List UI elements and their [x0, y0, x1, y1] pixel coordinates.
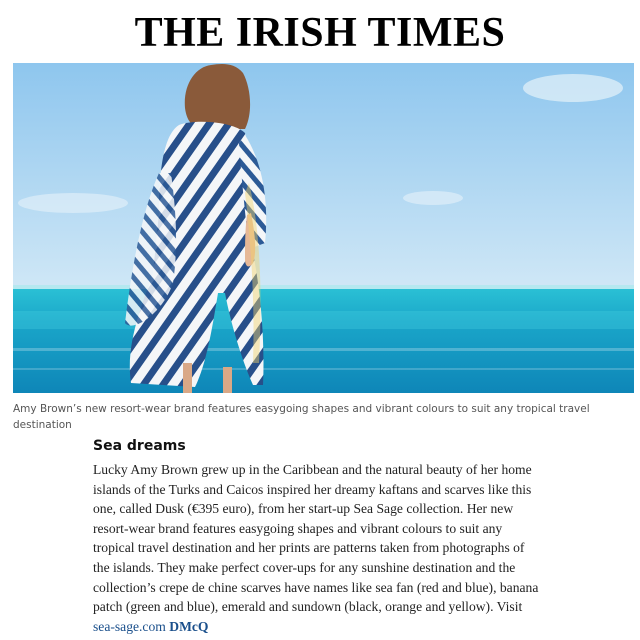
- masthead-logo[interactable]: THE IRISH TIMES: [134, 10, 506, 56]
- byline: DMcQ: [169, 618, 209, 634]
- sea-sage-link[interactable]: sea-sage.com: [93, 618, 166, 634]
- photo-caption: Amy Brown’s new resort-wear brand features easygoing shapes and vibrant colours to suit any tropical travel destination: [13, 403, 590, 431]
- article-body: [93, 460, 543, 636]
- article-photo: [13, 63, 634, 393]
- article: [93, 436, 543, 636]
- article-body-text: Lucky Amy Brown grew up in the Caribbean and the natural beauty of her home islands of the Turks and Caicos inspired her dreamy kaftans and scarves like this one, called Dusk (€395 euro), from her start-up Sea Sage collection. Her new resort-wear brand features easygoing shapes and vibrant colours to suit any tropical travel destination and her prints are patterns taken from photographs of the islands. They make perfect cover-ups for any sunshine destination and the collection’s crepe de chine scarves have names like sea fan (red and blue), banana patch (green and blue), emerald and sundown (black, orange and yellow). Visit: [93, 462, 539, 615]
- photo-illustration: [13, 63, 634, 393]
- article-heading: Sea dreams: [93, 438, 186, 454]
